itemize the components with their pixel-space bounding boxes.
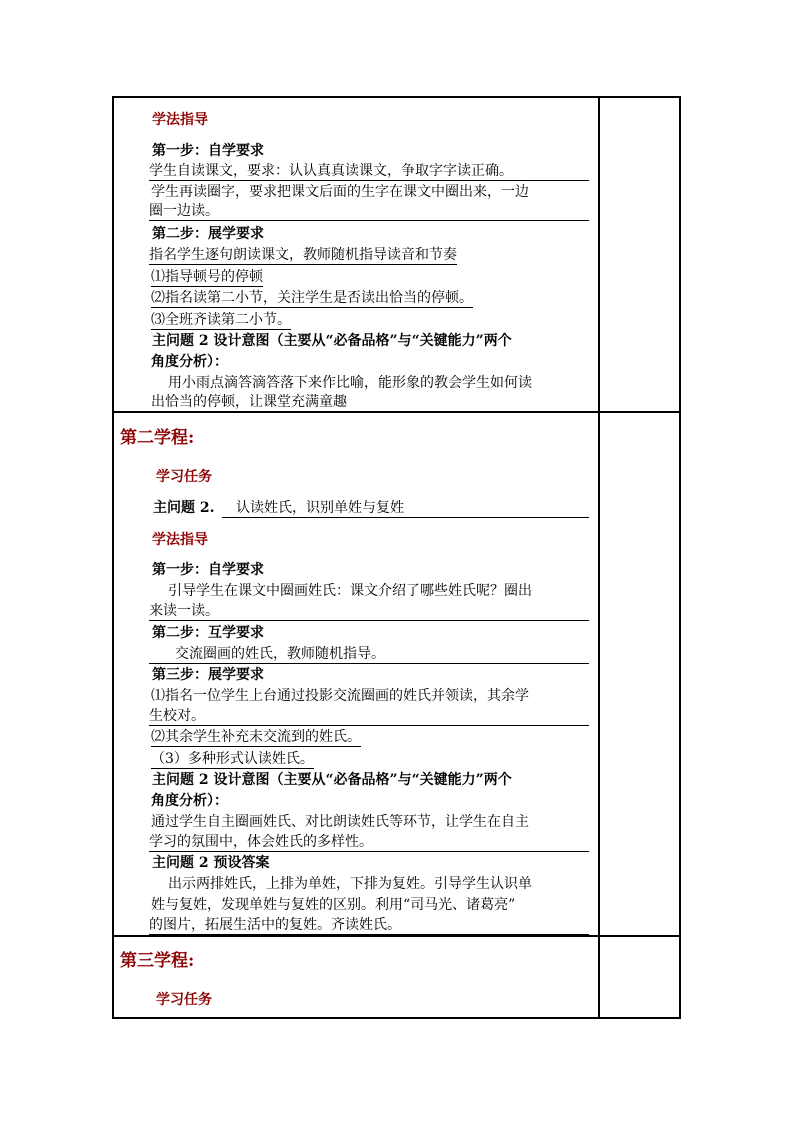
step-heading: 第二步：展学要求 (152, 226, 264, 242)
task-title: 学习任务 (156, 992, 212, 1008)
answer-heading: 主问题 2 预设答案 (152, 855, 270, 871)
text-line: 交流圈画的姓氏，教师随机指导。 (149, 645, 589, 664)
design-heading: 主问题 2 设计意图（主要从“必备品格”与“关键能力”两个 (152, 772, 512, 788)
text-line: 学生自读课文，要求：认认真真读课文，争取字字读正确。 (149, 162, 589, 181)
section-title: 第二学程: (120, 428, 195, 448)
text-line: 来读一读。 (149, 602, 589, 621)
step-heading: 第二步：互学要求 (152, 625, 264, 641)
text-line: 通过学生自主圈画姓氏、对比朗读姓氏等环节，让学生在自主 (151, 814, 529, 830)
step-heading: 第三步：展学要求 (152, 667, 264, 683)
question-text: 认读姓氏，识别单姓与复姓 (222, 499, 589, 518)
step-heading: 第一步：自学要求 (152, 562, 264, 578)
text-line: ⑴指名一位学生上台通过投影交流圈画的姓氏并领读，其余学 (151, 688, 529, 704)
guide-title: 学法指导 (152, 112, 208, 128)
task-title: 学习任务 (156, 469, 212, 485)
text-line: （3）多种形式认读姓氏。 (151, 751, 314, 767)
column-divider (598, 98, 600, 1017)
text-line: ⑵指名读第二小节，关注学生是否读出恰当的停顿。 (151, 290, 473, 306)
text-line: 出示两排姓氏，上排为单姓，下排为复姓。引导学生认识单 (168, 876, 532, 892)
text-line: 引导学生在课文中圈画姓氏：课文介绍了哪些姓氏呢？圈出 (168, 583, 532, 599)
lesson-table (112, 96, 681, 1019)
text-line: ⑵其余学生补充未交流到的姓氏。 (151, 729, 361, 745)
text-line: 指名学生逐句朗读课文，教师随机指导读音和节奏 (149, 247, 457, 263)
text-line: 出恰当的停顿，让课堂充满童趣 (151, 393, 589, 412)
text-line: ⑶全班齐读第二小节。 (151, 312, 291, 328)
text-line: 学生再读圈字，要求把课文后面的生字在课文中圈出来，一边 (151, 184, 529, 200)
text-line: ⑴指导顿号的停顿 (151, 269, 263, 285)
question-label: 主问题 2. (153, 500, 215, 516)
guide-title: 学法指导 (152, 532, 208, 548)
section-title: 第三学程: (120, 951, 195, 971)
text-line: 姓与复姓，发现单姓与复姓的区别。利用“司马光、诸葛亮” (151, 897, 516, 913)
row-divider-2 (114, 935, 679, 937)
design-heading: 角度分析）： (151, 793, 228, 809)
design-heading: 主问题 2 设计意图（主要从“必备品格”与“关键能力”两个 (152, 333, 512, 349)
text-line: 的图片，拓展生活中的复姓。齐读姓氏。 (149, 916, 589, 935)
text-line: 圈一边读。 (149, 202, 589, 221)
text-line: 生校对。 (149, 707, 589, 726)
text-line: 用小雨点滴答滴答落下来作比喻，能形象的教会学生如何读 (168, 375, 532, 391)
step-heading: 第一步：自学要求 (152, 143, 264, 159)
design-heading: 角度分析）： (151, 354, 228, 370)
text-line: 学习的氛围中，体会姓氏的多样性。 (149, 833, 589, 852)
